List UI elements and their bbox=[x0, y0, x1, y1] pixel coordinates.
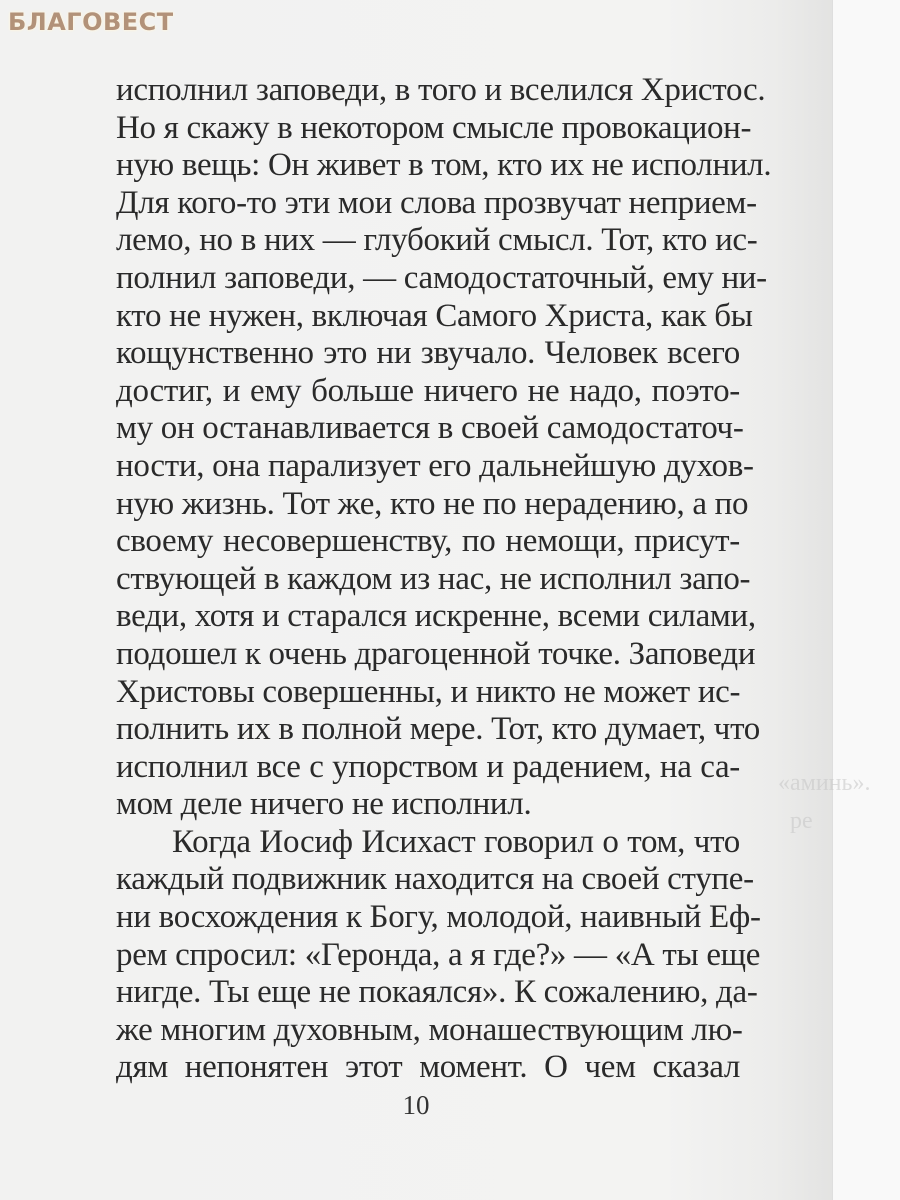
text-line: лемо, но в них — глубокий смысл. Тот, кто ис- bbox=[116, 222, 758, 259]
text-line: исполнил заповеди, в того и вселился Христос. bbox=[116, 72, 766, 108]
text-line: Для кого-то эти мои слова прозвучат неприем- bbox=[116, 184, 757, 221]
text-line: своему несовершенству, по немощи, присут- bbox=[116, 523, 740, 560]
text-line: ную жизнь. Тот же, кто не по нерадению, а по bbox=[116, 485, 749, 522]
text-line: полнить их в полной мере. Тот, кто думает, что bbox=[116, 711, 760, 748]
text-line: полнил заповеди, — самодостаточный, ему ни- bbox=[116, 259, 767, 296]
watermark-logo: БЛАГОВЕСТ bbox=[8, 8, 174, 36]
text-line: мом деле ничего не исполнил. bbox=[116, 786, 532, 823]
paragraph-1 bbox=[116, 72, 772, 824]
adjacent-page-edge bbox=[832, 0, 900, 1200]
text-line: ности, она парализует его дальнейшую духов- bbox=[116, 447, 754, 484]
text-line: достиг, и ему больше ничего не надо, поэто- bbox=[116, 372, 740, 409]
show-through-text: ре bbox=[790, 808, 813, 834]
text-line: Но я скажу в некотором смысле провокацион- bbox=[116, 109, 752, 146]
text-line: исполнил все с упорством и радением, на са- bbox=[116, 748, 740, 785]
text-line: веди, хотя и старался искренне, всеми силами, bbox=[116, 598, 756, 635]
text-line: Христовы совершенны, и никто не может ис- bbox=[116, 673, 741, 710]
text-line: ствующей в каждом из нас, не исполнил запо- bbox=[116, 560, 751, 597]
text-line: ную вещь: Он живет в том, кто их не исполнил. bbox=[116, 147, 772, 184]
text-line: кощунственно это ни звучало. Человек всего bbox=[116, 335, 740, 372]
page-number: 10 bbox=[402, 1090, 430, 1120]
text-line: ни восхождения к Богу, молодой, наивный Еф- bbox=[116, 899, 761, 936]
text-line: рем спросил: «Геронда, а я где?» — «А ты еще bbox=[116, 936, 761, 973]
text-line: Когда Иосиф Исихаст говорил о том, что bbox=[172, 823, 740, 860]
paragraph-2 bbox=[116, 823, 761, 1087]
text-line: подошел к очень драгоценной точке. Заповеди bbox=[116, 635, 756, 672]
text-line: нигде. Ты еще не покаялся». К сожалению, да- bbox=[116, 974, 758, 1011]
text-line: дям непонятен этот момент. О чем сказал bbox=[116, 1049, 740, 1086]
text-line: каждый подвижник находится на своей ступе- bbox=[116, 861, 754, 898]
show-through-text: «аминь». bbox=[778, 770, 871, 796]
body-text bbox=[116, 72, 772, 1087]
text-line: му он останавливается в своей самодостаточ- bbox=[116, 410, 744, 447]
text-line: же многим духовным, монашествующим лю- bbox=[116, 1011, 743, 1048]
text-line: кто не нужен, включая Самого Христа, как бы bbox=[116, 297, 753, 334]
